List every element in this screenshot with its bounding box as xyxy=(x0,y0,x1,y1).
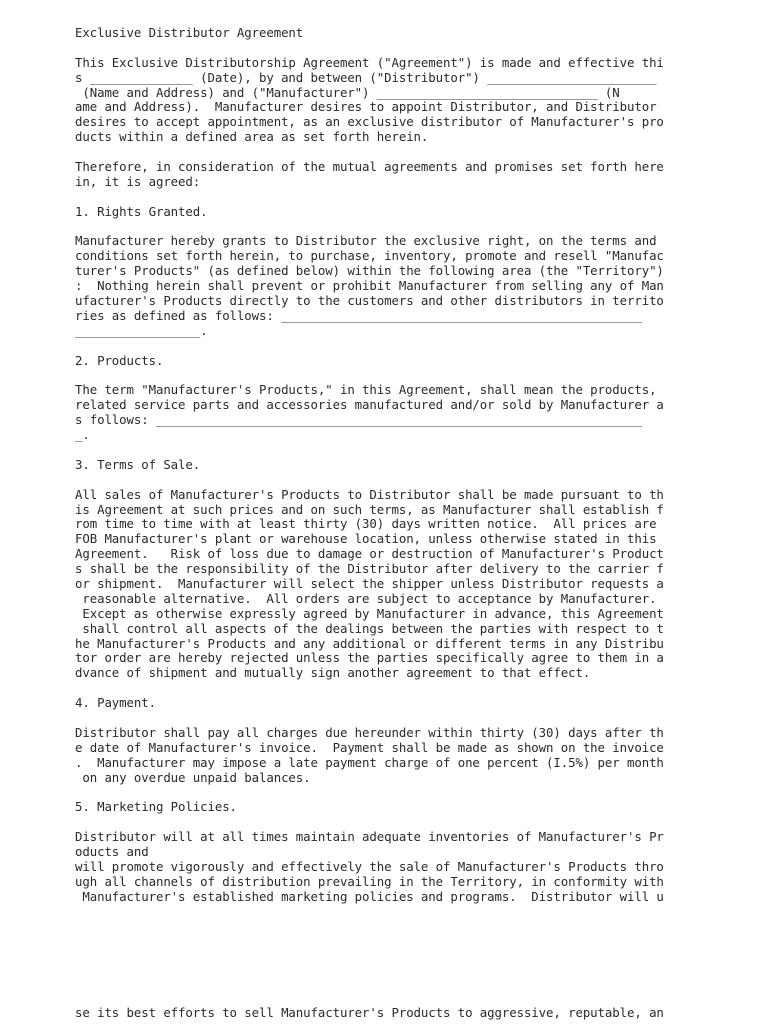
document-line xyxy=(75,368,685,383)
document-line xyxy=(75,815,685,830)
document-line: FOB Manufacturer's plant or warehouse location, unless otherwise stated in this xyxy=(75,531,657,547)
document-line: ries as defined as follows: _________________________________________________ xyxy=(75,307,642,323)
document-line: oducts and xyxy=(75,843,149,859)
document-line: conditions set forth herein, to purchase, inventory, promote and resell "Manufac xyxy=(75,248,664,264)
document-line xyxy=(75,145,685,160)
document-line: This Exclusive Distributorship Agreement ("Agreement") is made and effective thi xyxy=(75,54,664,70)
document-line xyxy=(75,711,685,726)
document-line: is Agreement at such prices and on such terms, as Manufacturer shall establish f xyxy=(75,501,664,517)
document-line: s follows: __________________________________________________________________ xyxy=(75,412,642,428)
document-line: s shall be the responsibility of the Distributor after delivery to the carrier f xyxy=(75,561,664,577)
document-line: desires to accept appointment, as an exclusive distributor of Manufacturer's pro xyxy=(75,114,664,130)
document-line: ugh all channels of distribution prevailing in the Territory, in conformity with xyxy=(75,873,664,889)
document-line: s ______________ (Date), by and between ("Distributor") _______________________ xyxy=(75,69,657,85)
document-line: 4. Payment. xyxy=(75,695,156,711)
document-line xyxy=(75,785,685,800)
document-line: _________________. xyxy=(75,322,208,338)
document-line: on any overdue unpaid balances. xyxy=(75,769,311,785)
document-body xyxy=(75,26,685,905)
document-line: ducts within a defined area as set forth herein. xyxy=(75,129,429,145)
document-line: rom time to time with at least thirty (30) days written notice. All prices are xyxy=(75,516,657,532)
document-line: turer's Products" (as defined below) within the following area (the "Territory") xyxy=(75,263,664,279)
document-line: 5. Marketing Policies. xyxy=(75,799,237,815)
document-line: e date of Manufacturer's invoice. Payment shall be made as shown on the invoice xyxy=(75,739,664,755)
document-line: All sales of Manufacturer's Products to Distributor shall be made pursuant to th xyxy=(75,486,664,502)
document-line xyxy=(75,681,685,696)
document-line: Therefore, in consideration of the mutual agreements and promises set forth here xyxy=(75,159,664,175)
document-line: or shipment. Manufacturer will select the shipper unless Distributor requests a xyxy=(75,575,664,591)
document-line: Manufacturer hereby grants to Distributor the exclusive right, on the terms and xyxy=(75,233,657,249)
document-line xyxy=(75,220,685,235)
document-line: 1. Rights Granted. xyxy=(75,203,208,219)
document-line: will promote vigorously and effectively the sale of Manufacturer's Products thro xyxy=(75,858,664,874)
document-line: Distributor shall pay all charges due hereunder within thirty (30) days after th xyxy=(75,724,664,740)
document-line: reasonable alternative. All orders are subject to acceptance by Manufacturer. xyxy=(75,590,657,606)
document-line: The term "Manufacturer's Products," in this Agreement, shall mean the products, xyxy=(75,382,657,398)
document-line xyxy=(75,339,685,354)
document-line: 3. Terms of Sale. xyxy=(75,456,201,472)
document-line: Except as otherwise expressly agreed by Manufacturer in advance, this Agreement xyxy=(75,605,664,621)
document-line: _. xyxy=(75,427,90,443)
document-line: Exclusive Distributor Agreement xyxy=(75,25,304,40)
document-line: tor order are hereby rejected unless the parties specifically agree to them in a xyxy=(75,650,664,666)
document-line: ame and Address). Manufacturer desires to appoint Distributor, and Distributor xyxy=(75,99,657,115)
document-line: 2. Products. xyxy=(75,352,164,368)
document-line: Agreement. Risk of loss due to damage or destruction of Manufacturer's Product xyxy=(75,546,664,562)
document-line: related service parts and accessories manufactured and/or sold by Manufacturer a xyxy=(75,397,664,413)
document-line: ufacturer's Products directly to the customers and other distributors in territo xyxy=(75,293,664,309)
document-line xyxy=(75,190,685,205)
document-line xyxy=(75,443,685,458)
document-line: in, it is agreed: xyxy=(75,173,201,189)
document-line: Distributor will at all times maintain adequate inventories of Manufacturer's Pr xyxy=(75,829,664,845)
document-line: Manufacturer's established marketing policies and programs. Distributor will u xyxy=(75,888,664,904)
document-line: shall control all aspects of the dealings between the parties with respect to t xyxy=(75,620,664,636)
document-line: : Nothing herein shall prevent or prohibit Manufacturer from selling any of Man xyxy=(75,278,664,294)
document-line: dvance of shipment and mutually sign another agreement to that effect. xyxy=(75,665,591,681)
document-line xyxy=(75,473,685,488)
document-line: . Manufacturer may impose a late payment charge of one percent (I.5%) per month xyxy=(75,754,664,770)
page-continuation-line: se its best efforts to sell Manufacturer's Products to aggressive, reputable, an xyxy=(75,1005,664,1020)
document-line xyxy=(75,41,685,56)
document-line: (Name and Address) and ("Manufacturer") ______________________________ (N xyxy=(75,84,620,100)
document-line: he Manufacturer's Products and any additional or different terms in any Distribu xyxy=(75,635,664,651)
